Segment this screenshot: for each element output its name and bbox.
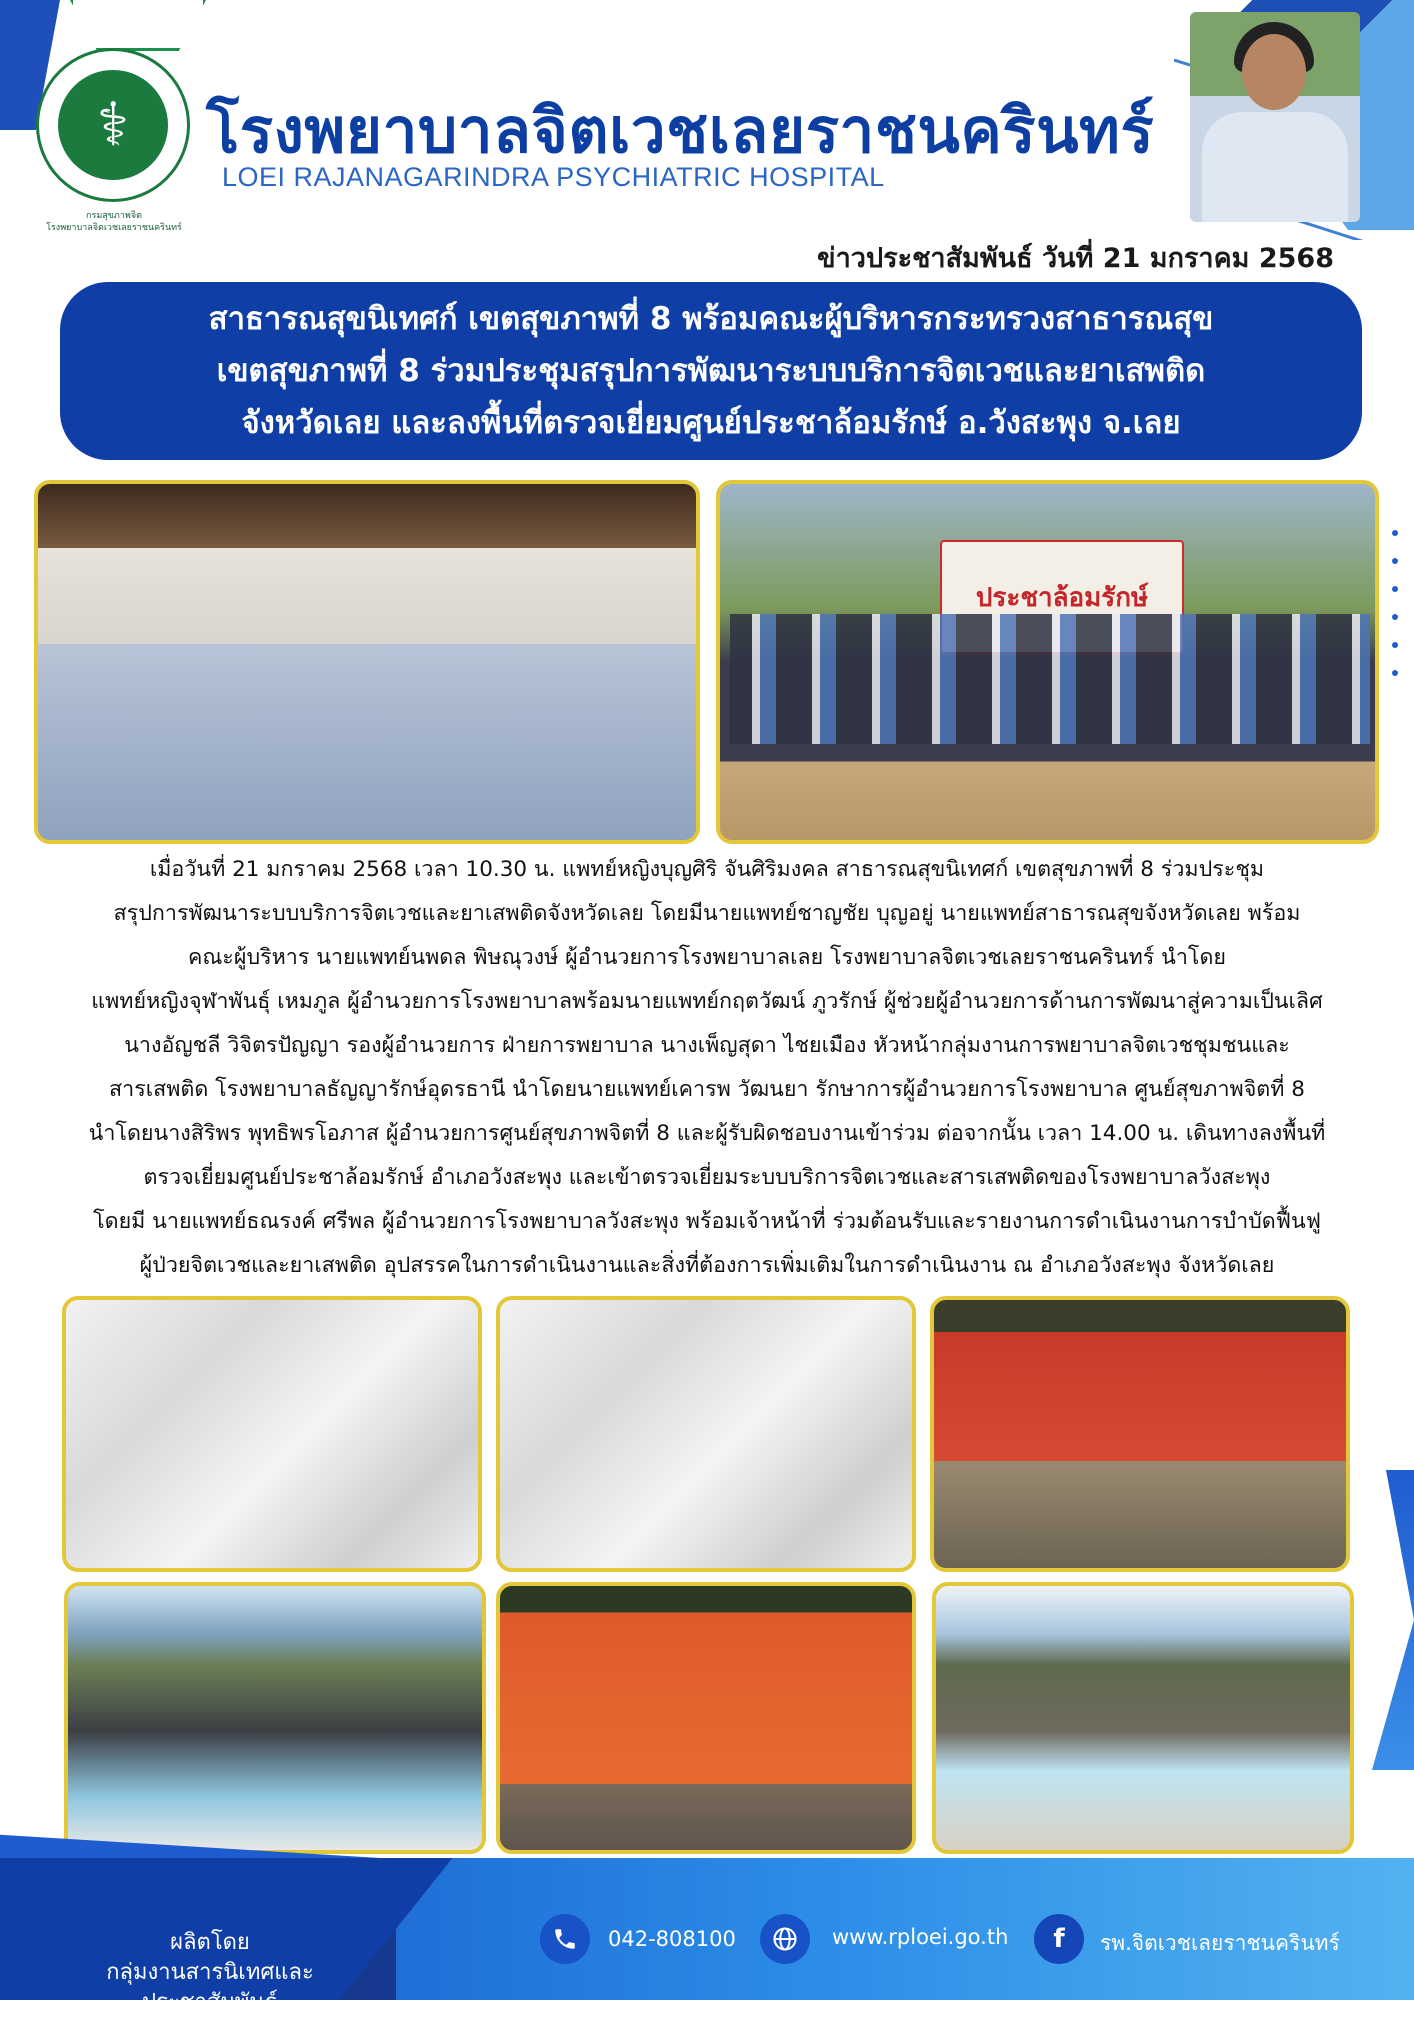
made-by-department: กลุ่มงานสารนิเทศและประชาสัมพันธ์ — [106, 1960, 314, 2015]
speaker-photo-1 — [62, 1296, 482, 1572]
outdoor-meeting-photo — [64, 1582, 486, 1854]
hospital-title-english: LOEI RAJANAGARINDRA PSYCHIATRIC HOSPITAL — [222, 162, 885, 192]
facebook-icon: f — [1034, 1914, 1084, 1964]
news-body — [24, 848, 1390, 1288]
producer-credit — [40, 1928, 380, 2018]
made-by-label: ผลิตโดย — [170, 1930, 250, 1955]
meeting-room-photo — [34, 480, 700, 844]
body-line: สรุปการพัฒนาระบบบริการจิตเวชและยาเสพติดจังหวัดเลย โดยมีนายแพทย์ชาญชัย บุญอยู่ นายแพทย์สาธารณสุขจังหวัดเลย พร้อม — [113, 901, 1301, 926]
speaker-photo-2 — [496, 1296, 916, 1572]
side-dots-decoration — [1392, 530, 1400, 698]
headline-banner — [60, 282, 1362, 460]
group-photo — [716, 480, 1379, 844]
director-portrait — [1190, 12, 1360, 222]
news-date: ข่าวประชาสัมพันธ์ วันที่ 21 มกราคม 2568 — [817, 243, 1334, 274]
center-sign: ประชาล้อมรักษ์ — [940, 540, 1184, 654]
body-line: โดยมี นายแพทย์ธณรงค์ ศรีพล ผู้อำนวยการโรงพยาบาลวังสะพุง พร้อมเจ้าหน้าที่ ร่วมต้อนรับและรายงานการดำเนินงานการบำบัดฟื้นฟู — [93, 1209, 1321, 1234]
logo-caption — [40, 210, 188, 234]
presentation-photo — [930, 1296, 1350, 1572]
body-line: ตรวจเยี่ยมศูนย์ประชาล้อมรักษ์ อำเภอวังสะพุง และเข้าตรวจเยี่ยมระบบบริการจิตเวชและสารเสพติดของโรงพยาบาลวังสะพุง — [143, 1165, 1271, 1190]
caduceus-icon: ⚕ — [58, 70, 168, 180]
facebook-page-name[interactable]: รพ.จิตเวชเลยราชนครินทร์ — [1100, 1931, 1340, 1955]
body-line: แพทย์หญิงจุฬาพันธุ์ เหมภูล ผู้อำนวยการโรงพยาบาลพร้อมนายแพทย์กฤตวัฒน์ ภูวรักษ์ ผู้ช่วยผู้อำนวยการด้านการพัฒนาสู่ความเป็นเลิศ — [91, 989, 1323, 1014]
headline-line-2: เขตสุขภาพที่ 8 ร่วมประชุมสรุปการพัฒนาระบบบริการจิตเวชและยาเสพติด — [216, 353, 1206, 389]
headline-line-1: สาธารณสุขนิเทศก์ เขตสุขภาพที่ 8 พร้อมคณะผู้บริหารกระทรวงสาธารณสุข — [208, 301, 1214, 337]
corner-outline-decoration — [70, 0, 206, 51]
tent-photo — [932, 1582, 1354, 1854]
body-line: สารเสพติด โรงพยาบาลธัญญารักษ์อุดรธานี นำโดยนายแพทย์เคารพ วัฒนยา รักษาการผู้อำนวยการโรงพยาบาล ศูนย์สุขภาพจิตที่ 8 — [109, 1077, 1305, 1102]
website-link[interactable]: www.rploei.go.th — [832, 1925, 1009, 1949]
board-speaker-photo — [496, 1582, 916, 1854]
ministry-logo — [36, 48, 190, 202]
phone-number: 042-808100 — [608, 1927, 736, 1951]
logo-caption-line-1: กรมสุขภาพจิต — [86, 211, 142, 221]
phone-icon — [540, 1914, 590, 1964]
logo-caption-line-2: โรงพยาบาลจิตเวชเลยราชนครินทร์ — [46, 223, 182, 233]
hospital-title-thai: โรงพยาบาลจิตเวชเลยราชนครินทร์ — [206, 94, 1155, 167]
headline-line-3: จังหวัดเลย และลงพื้นที่ตรวจเยี่ยมศูนย์ประชาล้อมรักษ์ อ.วังสะพุง จ.เลย — [241, 405, 1181, 441]
globe-icon — [760, 1914, 810, 1964]
body-line: ผู้ป่วยจิตเวชและยาเสพติด อุปสรรคในการดำเนินงานและสิ่งที่ต้องการเพิ่มเติมในการดำเนินงาน ณ อำเภอวังสะพุง จังหวัดเลย — [139, 1253, 1275, 1278]
body-line: นางอัญชลี วิจิตรปัญญา รองผู้อำนวยการ ฝ่ายการพยาบาล นางเพ็ญสุดา ไชยเมือง หัวหน้ากลุ่มงานการพยาบาลจิตเวชชุมชนและ — [124, 1033, 1290, 1058]
body-line: นำโดยนางสิริพร พุทธิพรโอภาส ผู้อำนวยการศูนย์สุขภาพจิตที่ 8 และผู้รับผิดชอบงานเข้าร่วม ต่อจากนั้น เวลา 14.00 น. เดินทางลงพื้นที่ — [88, 1121, 1326, 1146]
body-line: เมื่อวันที่ 21 มกราคม 2568 เวลา 10.30 น. แพทย์หญิงบุญศิริ จันศิริมงคล สาธารณสุขนิเทศก์ เขตสุขภาพที่ 8 ร่วมประชุม — [149, 857, 1265, 882]
body-line: คณะผู้บริหาร นายแพทย์นพดล พิษณุวงษ์ ผู้อำนวยการโรงพยาบาลเลย โรงพยาบาลจิตเวชเลยราชนครินทร์ นำโดย — [187, 945, 1227, 970]
side-decoration — [1344, 1470, 1414, 1770]
